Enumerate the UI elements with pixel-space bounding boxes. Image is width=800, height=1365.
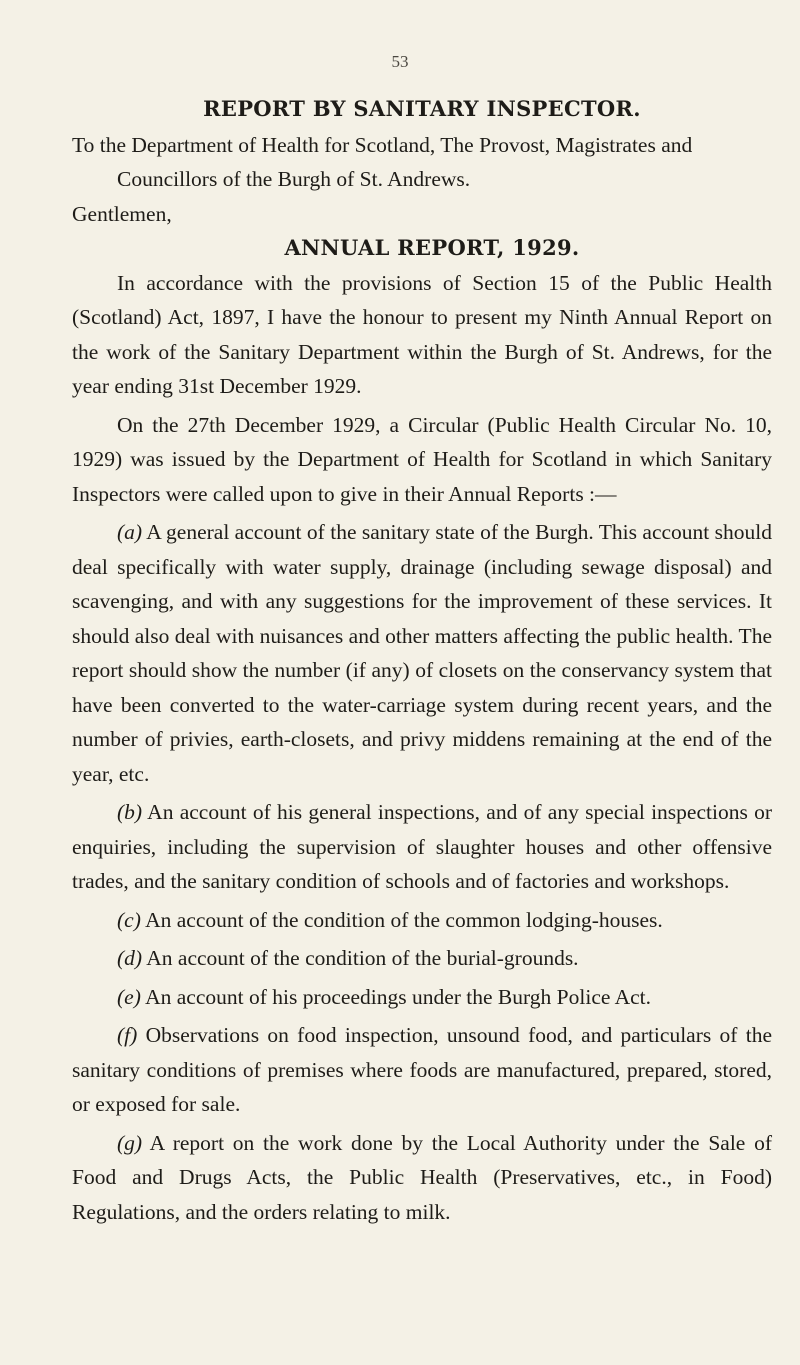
list-item-text: An account of his proceedings under the Burgh Police Act. xyxy=(145,984,652,1009)
list-item-label: (g) xyxy=(117,1130,143,1155)
list-item-d xyxy=(72,941,772,976)
list-item-text: An account of the condition of the burial-grounds. xyxy=(146,946,579,970)
list-item-label: (c) xyxy=(117,907,141,932)
report-heading: REPORT BY SANITARY INSPECTOR. xyxy=(203,96,641,121)
salutation: Gentlemen, xyxy=(72,201,172,226)
page-number: 53 xyxy=(391,52,409,71)
list-item-text: Observations on food inspection, unsound food, and particulars of the sanitary conditions of premises where foods are manufactured, prepared, stored, or exposed for sale. xyxy=(72,1023,773,1116)
list-item-b xyxy=(72,795,772,899)
list-item-text: An account of the condition of the common lodging-houses. xyxy=(145,907,663,932)
annual-report-subheading: ANNUAL REPORT, 1929. xyxy=(284,235,580,260)
list-item-e xyxy=(72,980,772,1015)
intro-paragraph: In accordance with the provisions of Section 15 of the Public Health (Scotland) Act, 1897, I have the honour to present my Ninth Annual Report on the work of the Sanitary Department within the Burgh of St. Andrews, for the year ending 31st December 1929. xyxy=(72,270,772,398)
circular-paragraph: On the 27th December 1929, a Circular (Public Health Circular No. 10, 1929) was issued by the Department of Health for Scotland in which Sanitary Inspectors were called upon to give in their Annual Reports :— xyxy=(72,412,772,506)
list-item-text: A general account of the sanitary state of the Burgh. This account should deal specifically with water supply, drainage (including sewage disposal) and scavenging, and with any suggestions for the improvement of these services. It should also deal with nuisances and other matters affecting the public health. The report should show the number (if any) of closets on the conservancy system that have been converted to the water-carriage system during recent years, and the number of privies, earth-closets, and privy middens remaining at the end of the year, etc. xyxy=(72,520,772,786)
list-item-text: A report on the work done by the Local Authority under the Sale of Food and Drugs Acts, the Public Health (Preservatives, etc., in Food) Regulations, and the orders relating to milk. xyxy=(72,1130,772,1224)
list-item-label: (d) xyxy=(117,946,143,970)
list-item-label: (f) xyxy=(117,1023,138,1047)
list-item-text: An account of his general inspections, and of any special inspections or enquiries, including the supervision of slaughter houses and other offensive trades, and the sanitary condition of schools and of factories and workshops. xyxy=(72,800,772,893)
list-item-a xyxy=(72,515,772,791)
address-line: To the Department of Health for Scotland, The Provost, Magistrates and Councillors of the Burgh of St. Andrews. xyxy=(72,132,693,191)
list-item-label: (b) xyxy=(117,800,143,824)
list-item-label: (e) xyxy=(117,984,141,1009)
list-item-c xyxy=(72,903,772,938)
list-item-label: (a) xyxy=(117,520,143,544)
list-item-g xyxy=(72,1126,772,1230)
list-item-f xyxy=(72,1018,772,1122)
report-body xyxy=(72,92,772,1229)
